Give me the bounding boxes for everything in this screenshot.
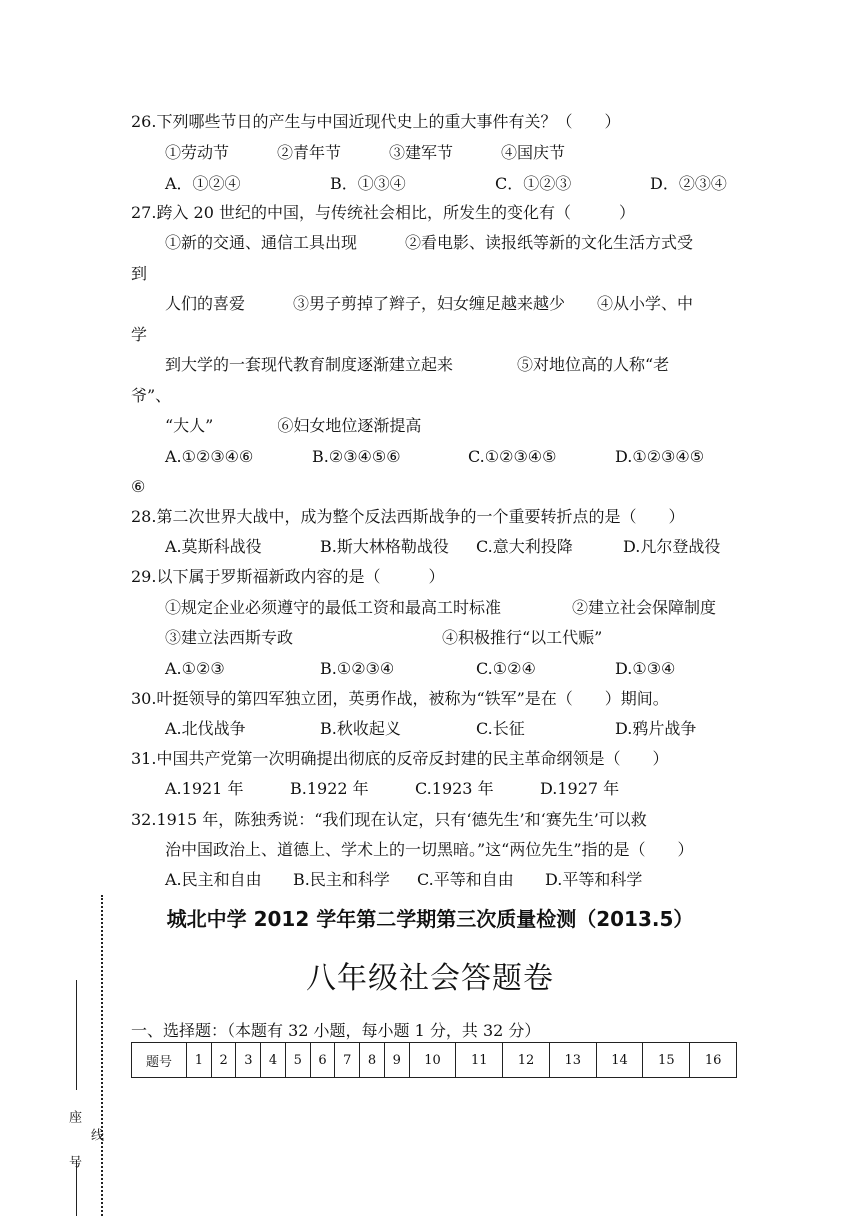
q27-line2b: 学 — [131, 325, 148, 344]
q30-option-a: A.北伐战争 — [165, 719, 246, 738]
q30-stem: 30.叶挺领导的第四军独立团，英勇作战，被称为“铁军”是在（ ）期间。 — [131, 689, 669, 708]
q29-option-d: D.①③④ — [615, 659, 676, 678]
q27-line1b: 到 — [131, 264, 148, 283]
q27-line3: 到大学的一套现代教育制度逐渐建立起来 ⑤对地位高的人称“老 — [165, 355, 670, 374]
answer-cell-5: 5 — [285, 1043, 310, 1078]
q31-option-b: B.1922 年 — [290, 779, 369, 798]
answer-cell-6: 6 — [310, 1043, 335, 1078]
q27-option-b: B.②③④⑤⑥ — [312, 447, 401, 466]
q31-option-a: A.1921 年 — [165, 779, 244, 798]
q26-option-a: A．①②④ — [165, 174, 241, 193]
q28-option-c: C.意大利投降 — [476, 537, 573, 556]
q29-option-b: B.①②③④ — [320, 659, 395, 678]
answer-cell-8: 8 — [360, 1043, 385, 1078]
answer-table-row — [132, 1043, 737, 1078]
q30-option-b: B.秋收起义 — [320, 719, 401, 738]
q32-stem-cont: 治中国政治上、道德上、学术上的一切黑暗。”这“两位先生”指的是（ ） — [165, 840, 694, 859]
q29-item3: ③建立法西斯专政 — [165, 628, 294, 647]
q29-option-a: A.①②③ — [165, 659, 225, 678]
q26-option-b: B．①③④ — [330, 174, 406, 193]
q32-option-a: A.民主和自由 — [165, 870, 262, 889]
q32-stem: 32.1915 年，陈独秀说：“我们现在认定，只有‘德先生’和‘赛先生’可以救 — [131, 810, 647, 829]
q26-option-d: D．②③④ — [650, 174, 727, 193]
answer-cell-14: 14 — [596, 1043, 643, 1078]
answer-cell-1: 1 — [187, 1043, 212, 1078]
answer-cell-9: 9 — [384, 1043, 409, 1078]
q32-option-b: B.民主和科学 — [293, 870, 390, 889]
answer-cell-15: 15 — [643, 1043, 690, 1078]
q28-stem: 28.第二次世界大战中，成为整个反法西斯战争的一个重要转折点的是（ ） — [131, 507, 685, 526]
answer-cell-10: 10 — [409, 1043, 456, 1078]
q28-option-a: A.莫斯科战役 — [165, 537, 262, 556]
answer-table — [131, 1042, 737, 1078]
q27-option-d-wrap: ⑥ — [131, 477, 146, 496]
seat-number-label: 座 号 — [66, 1110, 81, 1183]
q29-item1: ①规定企业必须遵守的最低工资和最高工时标准 — [165, 598, 502, 617]
q27-line4: “大人” ⑥妇女地位逐渐提高 — [165, 416, 422, 435]
q26-stem: 26.下列哪些节日的产生与中国近现代史上的重大事件有关？（ ） — [131, 112, 621, 131]
q32-option-d: D.平等和科学 — [545, 870, 643, 889]
q28-option-d: D.凡尔登战役 — [623, 537, 721, 556]
q27-stem: 27.跨入 20 世纪的中国，与传统社会相比，所发生的变化有（ ） — [131, 203, 635, 222]
q31-option-d: D.1927 年 — [540, 779, 620, 798]
q27-line3b: 爷”、 — [131, 386, 172, 405]
seat-number-rule — [76, 980, 77, 1090]
answer-cell-4: 4 — [261, 1043, 286, 1078]
q27-option-c: C.①②③④⑤ — [468, 447, 557, 466]
answer-cell-11: 11 — [456, 1043, 503, 1078]
q31-option-c: C.1923 年 — [415, 779, 494, 798]
paper-title: 八年级社会答题卷 — [306, 961, 554, 996]
q29-stem: 29.以下属于罗斯福新政内容的是（ ） — [131, 567, 445, 586]
answer-cell-16: 16 — [690, 1043, 737, 1078]
q28-option-b: B.斯大林格勒战役 — [320, 537, 449, 556]
q31-stem: 31.中国共产党第一次明确提出彻底的反帝反封建的民主革命纲领是（ ） — [131, 749, 669, 768]
answer-table-header: 题号 — [132, 1043, 187, 1078]
cut-line-label: 线 — [88, 1128, 103, 1141]
q30-option-c: C.长征 — [476, 719, 525, 738]
q26-option-c: C．①②③ — [495, 174, 572, 193]
answer-cell-13: 13 — [549, 1043, 596, 1078]
answer-cell-2: 2 — [211, 1043, 236, 1078]
answer-cell-7: 7 — [335, 1043, 360, 1078]
section-heading: 一、选择题：（本题有 32 小题，每小题 1 分，共 32 分） — [131, 1021, 541, 1040]
q29-option-c: C.①②④ — [476, 659, 536, 678]
q27-line2: 人们的喜爱 ③男子剪掉了辫子，妇女缠足越来越少 ④从小学、中 — [165, 294, 694, 313]
q29-item4: ④积极推行“以工代赈” — [442, 628, 603, 647]
q32-option-c: C.平等和自由 — [417, 870, 514, 889]
q27-line1: ①新的交通、通信工具出现 ②看电影、读报纸等新的文化生活方式受 — [165, 233, 694, 252]
answer-cell-3: 3 — [236, 1043, 261, 1078]
q30-option-d: D.鸦片战争 — [615, 719, 697, 738]
binding-dotted-line — [101, 895, 103, 1216]
q29-item2: ②建立社会保障制度 — [572, 598, 717, 617]
q26-items: ①劳动节 ②青年节 ③建军节 ④国庆节 — [165, 143, 566, 162]
school-title: 城北中学 2012 学年第二学期第三次质量检测（2013.5） — [166, 907, 694, 931]
q27-option-d: D.①②③④⑤ — [615, 447, 705, 466]
q27-option-a: A.①②③④⑥ — [165, 447, 254, 466]
answer-cell-12: 12 — [503, 1043, 550, 1078]
